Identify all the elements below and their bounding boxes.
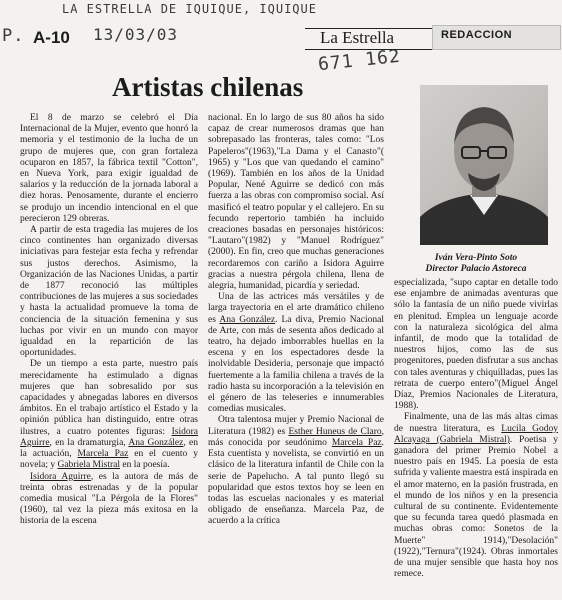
portrait-illustration — [420, 85, 548, 245]
article-column-2 — [208, 113, 384, 528]
text-run: , más conocida por seudónimo — [208, 426, 384, 448]
text-run: Finalmente, una de las más altas cimas de nuestra literatura, es — [394, 412, 558, 434]
photo-caption-name: Iván Vera-Pinto Soto — [434, 253, 518, 263]
paragraph — [394, 412, 558, 580]
newspaper-name: La Estrella — [320, 28, 395, 47]
name-marcela-paz: Marcela Paz — [331, 437, 382, 448]
text-run: Otra talentosa mujer y Premio Nacional de Literatura (1982) es — [208, 415, 384, 437]
handwritten-source-note: LA ESTRELLA DE IQUIQUE, IQUIQUE — [62, 2, 317, 16]
paragraph: El 8 de marzo se celebró el Día Internacional de la Mujer, evento que honró la memoria y el testimonio de la lucha de un grupo de mujeres que, con gran fortaleza ocuparon en 1857, la fábrica textil "Cotton", en Nueva York, para exigir igualdad de salarios y la reducción de la jornada laboral a diez horas. Penosamente, durante el encierro se produjo un incendio intencional en el que perecieron 129 obreras. — [20, 113, 198, 224]
section-label: REDACCION — [441, 29, 513, 41]
text-run: . La diva, Premio Nacional de Arte, con más de sesenta años dedicado al teatro, ha dejado imborrables huellas en la escena y en los espectadores desde la inolvidable Desideria, personaje que impactó fuertemente a la familia chilena a través de la radio hasta su incorporación a la televisión en el género de las teleseries e innumerables comedias musicales. — [208, 314, 384, 415]
author-photo — [420, 85, 548, 245]
paragraph: especializada, "supo captar en detalle todo ese enjambre de animadas aventuras que sólo la fantasía de un niño puede vivirlas en plenitud. Emplea un lenguaje acorde con la naturaleza sicológica del alma infantil, de modo que la totalidad de nuestros hijos, como las de sus progenitores, pueden disfrutar a sus anchas con tales aventuras y chiquilladas, pues las retrata de cuerpo entero"(Miguel Ángel Díaz, Premios Nacionales de Literatura, 1988). — [394, 278, 558, 412]
article-column-1 — [20, 113, 198, 528]
text-run: , en la actuación, — [20, 437, 198, 460]
handwritten-reference-number: 671 162 — [317, 45, 402, 76]
paragraph: nacional. En lo largo de sus 80 años ha sido capaz de crear numerosos dramas que han sobrepasado las fronteras, tales como: "Los Papeleros"(1963),"La Dama y el Canasto"( 1965) y "Los que van quedando el camino"(1969). También en los años de la Unidad Popular, Nené Aguirre se dedicó con más fuerza a las obras con compromiso social. Así masificó el teatro popular y el callejero. En su fecundo repertorio también ha incluido creaciones basadas en personajes históricos: "Lautaro"(1982) y "Manuel Rodríguez"(2000). En fin, creo que muchas generaciones recordaremos con cariño a Isidora Aguirre gracias a nuestra pérgola chilena, llena de alegría, humanidad, picardía y seriedad. — [208, 113, 384, 292]
name-isidora-aguirre: Isidora Aguirre — [30, 471, 91, 482]
paragraph — [208, 292, 384, 415]
name-gabriela-mistral: Gabriela Mistral — [57, 460, 120, 471]
text-run: , en la dramaturgia, — [49, 437, 126, 448]
paragraph — [208, 415, 384, 527]
paragraph — [20, 359, 198, 471]
paragraph — [20, 472, 198, 528]
text-run: en la poesía. — [120, 460, 170, 471]
name-lucila-godoy: Lucila Godoy Alcayaga (Gabriela Mistral) — [394, 423, 558, 445]
text-run: De un tiempo a esta parte, nuestro país merecidamente ha estimulado a dignas mujeres que han sobresalido por sus capacidades y abnegadas labores en diversos ámbitos. En el trabajo artístico el Estado y la opinión pública han distinguido, entre otras ilustres, a cuatro potentes figuras: — [20, 359, 198, 437]
text-run: en el cuento y novela; y — [20, 449, 198, 471]
name-marcela-paz: Marcela Paz — [77, 449, 129, 460]
text-run: . Esta cuentista y novelista, se convirtió en un clásico de la literatura infantil de Chile con la serie de Papelucho. A tal punto llegó su popularidad que estos textos hoy se leen en todas las escuelas nacionales y es material obligado de enseñanza. Marcela Paz, de acuerdo a la crítica — [208, 437, 385, 527]
paragraph: A partir de esta tragedia las mujeres de los cinco continentes han organizado diversas iniciativas para festejar esta fecha y refrendar sus justos derechos. Asimismo, la Organización de las Naciones Unidas, a partir de 1877 reconoció las múltiples contribuciones de las mujeres a sus sociedades y hasta la actualidad promueve la toma de conciencia de la situación femenina y sus luchas por vivir en un mundo con mayor igualdad en la repartición de las oportunidades. — [20, 225, 198, 359]
name-ana-gonzalez: Ana González — [219, 314, 276, 325]
text-run: . Poetisa y ganadora del primer Premio Nobel a nuestro país en 1945. La poesía de esta sufrida y valiente maestra está inspirada en el amor materno, en la pasión frustrada, en el mundo de los niños y en la presencia cultural de su continente. Evidentemente que su fecunda tarea quedó plasmada en muchas obras como: Sonetos de la Muerte" 1914),"Desolación"(1922),"Ternura"(1924). Obras inmortales de una mujer sensible que hasta hoy nos remece. — [394, 434, 558, 580]
page-number: A-10 — [33, 28, 70, 47]
name-isidora-aguirre: Isidora Aguirre — [20, 426, 199, 448]
name-ana-gonzalez: Ana González — [128, 437, 184, 448]
article-headline: Artistas chilenas — [112, 72, 304, 102]
text-run: Una de las actrices más versátiles y de larga trayectoria en el arte dramático chileno es — [208, 292, 384, 325]
name-esther-huneus: Esther Huneus de Claro — [288, 426, 382, 437]
handwritten-date: 13/03/03 — [93, 25, 179, 44]
article-column-3 — [394, 278, 558, 580]
text-run: , es la autora de más de treinta obras estrenadas y de la popular comedia musical "La Pérgola de la Flores"(1960), tal vez la pieza más exitosa en la historia de la escena — [20, 471, 198, 527]
handwritten-marker: P. — [2, 26, 25, 46]
photo-caption-role: Director Palacio Astoreca — [425, 264, 527, 274]
